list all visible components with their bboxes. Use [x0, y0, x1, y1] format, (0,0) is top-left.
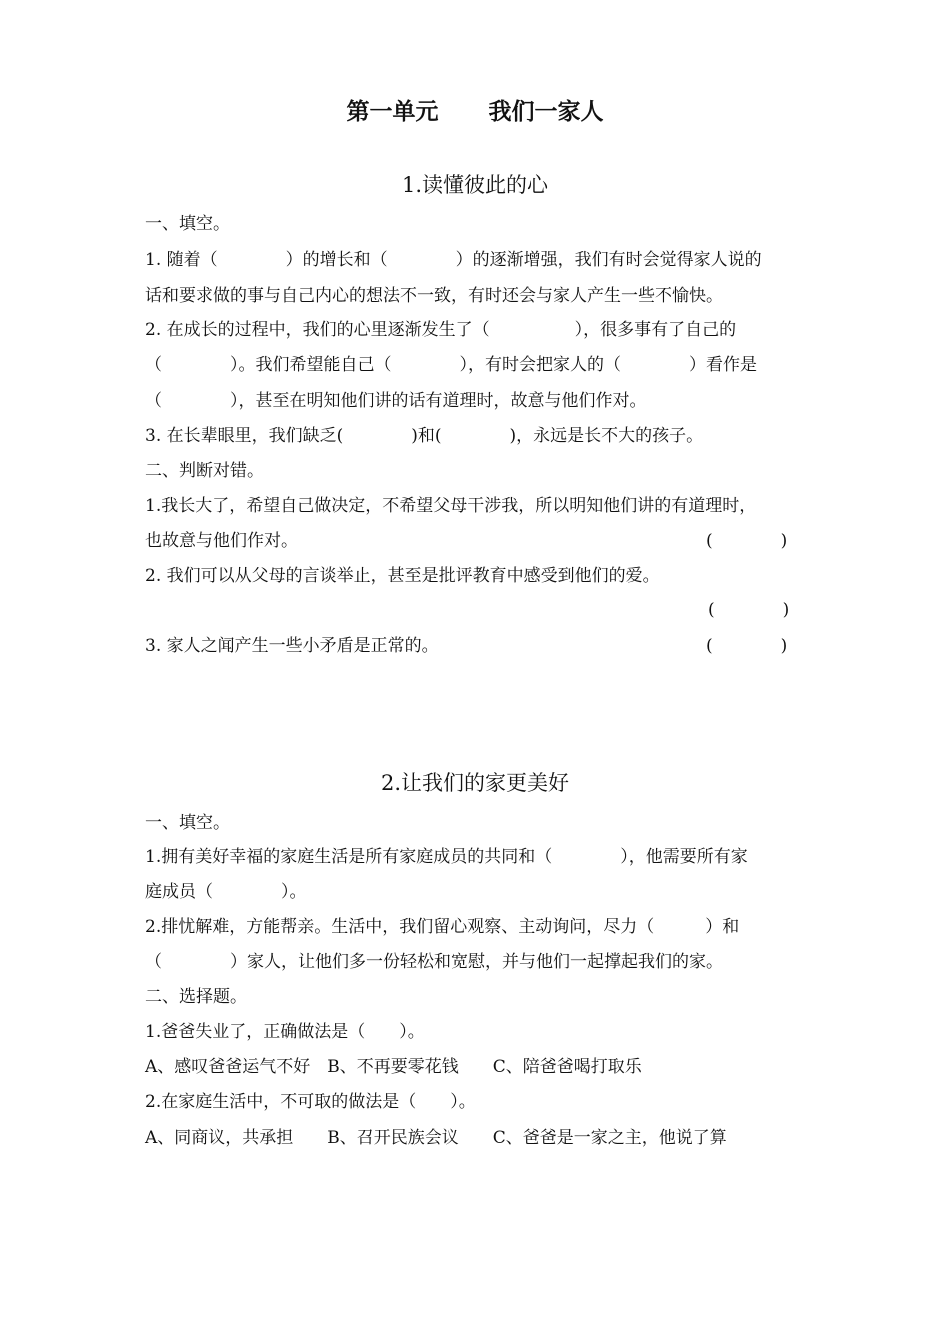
lesson2-choice-q2: 2.在家庭生活中，不可取的做法是（ ）。: [145, 1092, 476, 1112]
unit-title-number: 第一单元: [346, 98, 439, 125]
lesson1-judge-q3: 3. 家人之闻产生一些小矛盾是正常的。: [145, 636, 439, 656]
lesson2-choice-label: 二、选择题。: [145, 987, 247, 1007]
lesson2-fill-q2-line1: 2.排忧解难，方能帮亲。生活中，我们留心观察、主动询问，尽力（ ）和: [145, 917, 740, 937]
lesson2-choice-q2-options: A、同商议，共承担 B、召开民族会议 C、爸爸是一家之主，他说了算: [145, 1128, 727, 1148]
lesson1-judge-q2-answer-blank: ( ): [708, 600, 790, 620]
lesson1-fill-q2-line3: （ ），甚至在明知他们讲的话有道理时，故意与他们作对。: [145, 391, 647, 411]
lesson1-fill-label: 一、填空。: [145, 214, 230, 234]
unit-title-name: 我们一家人: [488, 98, 604, 125]
lesson1-fill-q2-line2: （ ）。我们希望能自己（ ），有时会把家人的（ ）看作是: [145, 355, 757, 375]
lesson2-fill-q2-line2: （ ）家人，让他们多一份轻松和宽慰，并与他们一起撑起我们的家。: [145, 952, 723, 972]
lesson2-choice-q1-options: A、感叹爸爸运气不好 B、不再要零花钱 C、陪爸爸喝打取乐: [145, 1057, 642, 1077]
lesson1-judge-q1-answer-blank: ( ): [706, 531, 788, 551]
lesson1-judge-label: 二、判断对错。: [145, 461, 264, 481]
lesson2-fill-label: 一、填空。: [145, 813, 230, 833]
lesson2-choice-q1: 1.爸爸失业了，正确做法是（ ）。: [145, 1022, 425, 1042]
lesson1-fill-q3: 3. 在长辈眼里，我们缺乏( )和( )，永远是长不大的孩子。: [145, 426, 704, 446]
unit-title: [0, 94, 950, 130]
lesson1-fill-q2-line1: 2. 在成长的过程中，我们的心里逐渐发生了（ ），很多事有了自己的: [145, 320, 737, 340]
lesson1-judge-q3-answer-blank: ( ): [706, 636, 788, 656]
lesson2-fill-q1-line1: 1.拥有美好幸福的家庭生活是所有家庭成员的共同和（ ），他需要所有家: [145, 847, 748, 867]
lesson1-fill-q1-line2: 话和要求做的事与自己内心的想法不一致，有时还会与家人产生一些不愉快。: [145, 286, 723, 306]
lesson1-fill-q1-line1: 1. 随着（ ）的增长和（ ）的逐渐增强，我们有时会觉得家人说的: [145, 250, 762, 270]
lesson1-judge-q2: 2. 我们可以从父母的言谈举止，甚至是批评教育中感受到他们的爱。: [145, 566, 660, 586]
lesson2-fill-q1-line2: 庭成员（ ）。: [145, 882, 307, 902]
lesson2-heading: 2.让我们的家更美好: [380, 771, 570, 795]
lesson1-judge-q1-line1: 1.我长大了，希望自己做决定，不希望父母干涉我，所以明知他们讲的有道理时，: [145, 496, 757, 516]
lesson1-heading: 1.读懂彼此的心: [401, 173, 549, 197]
lesson1-judge-q1-line2: 也故意与他们作对。: [145, 531, 298, 551]
